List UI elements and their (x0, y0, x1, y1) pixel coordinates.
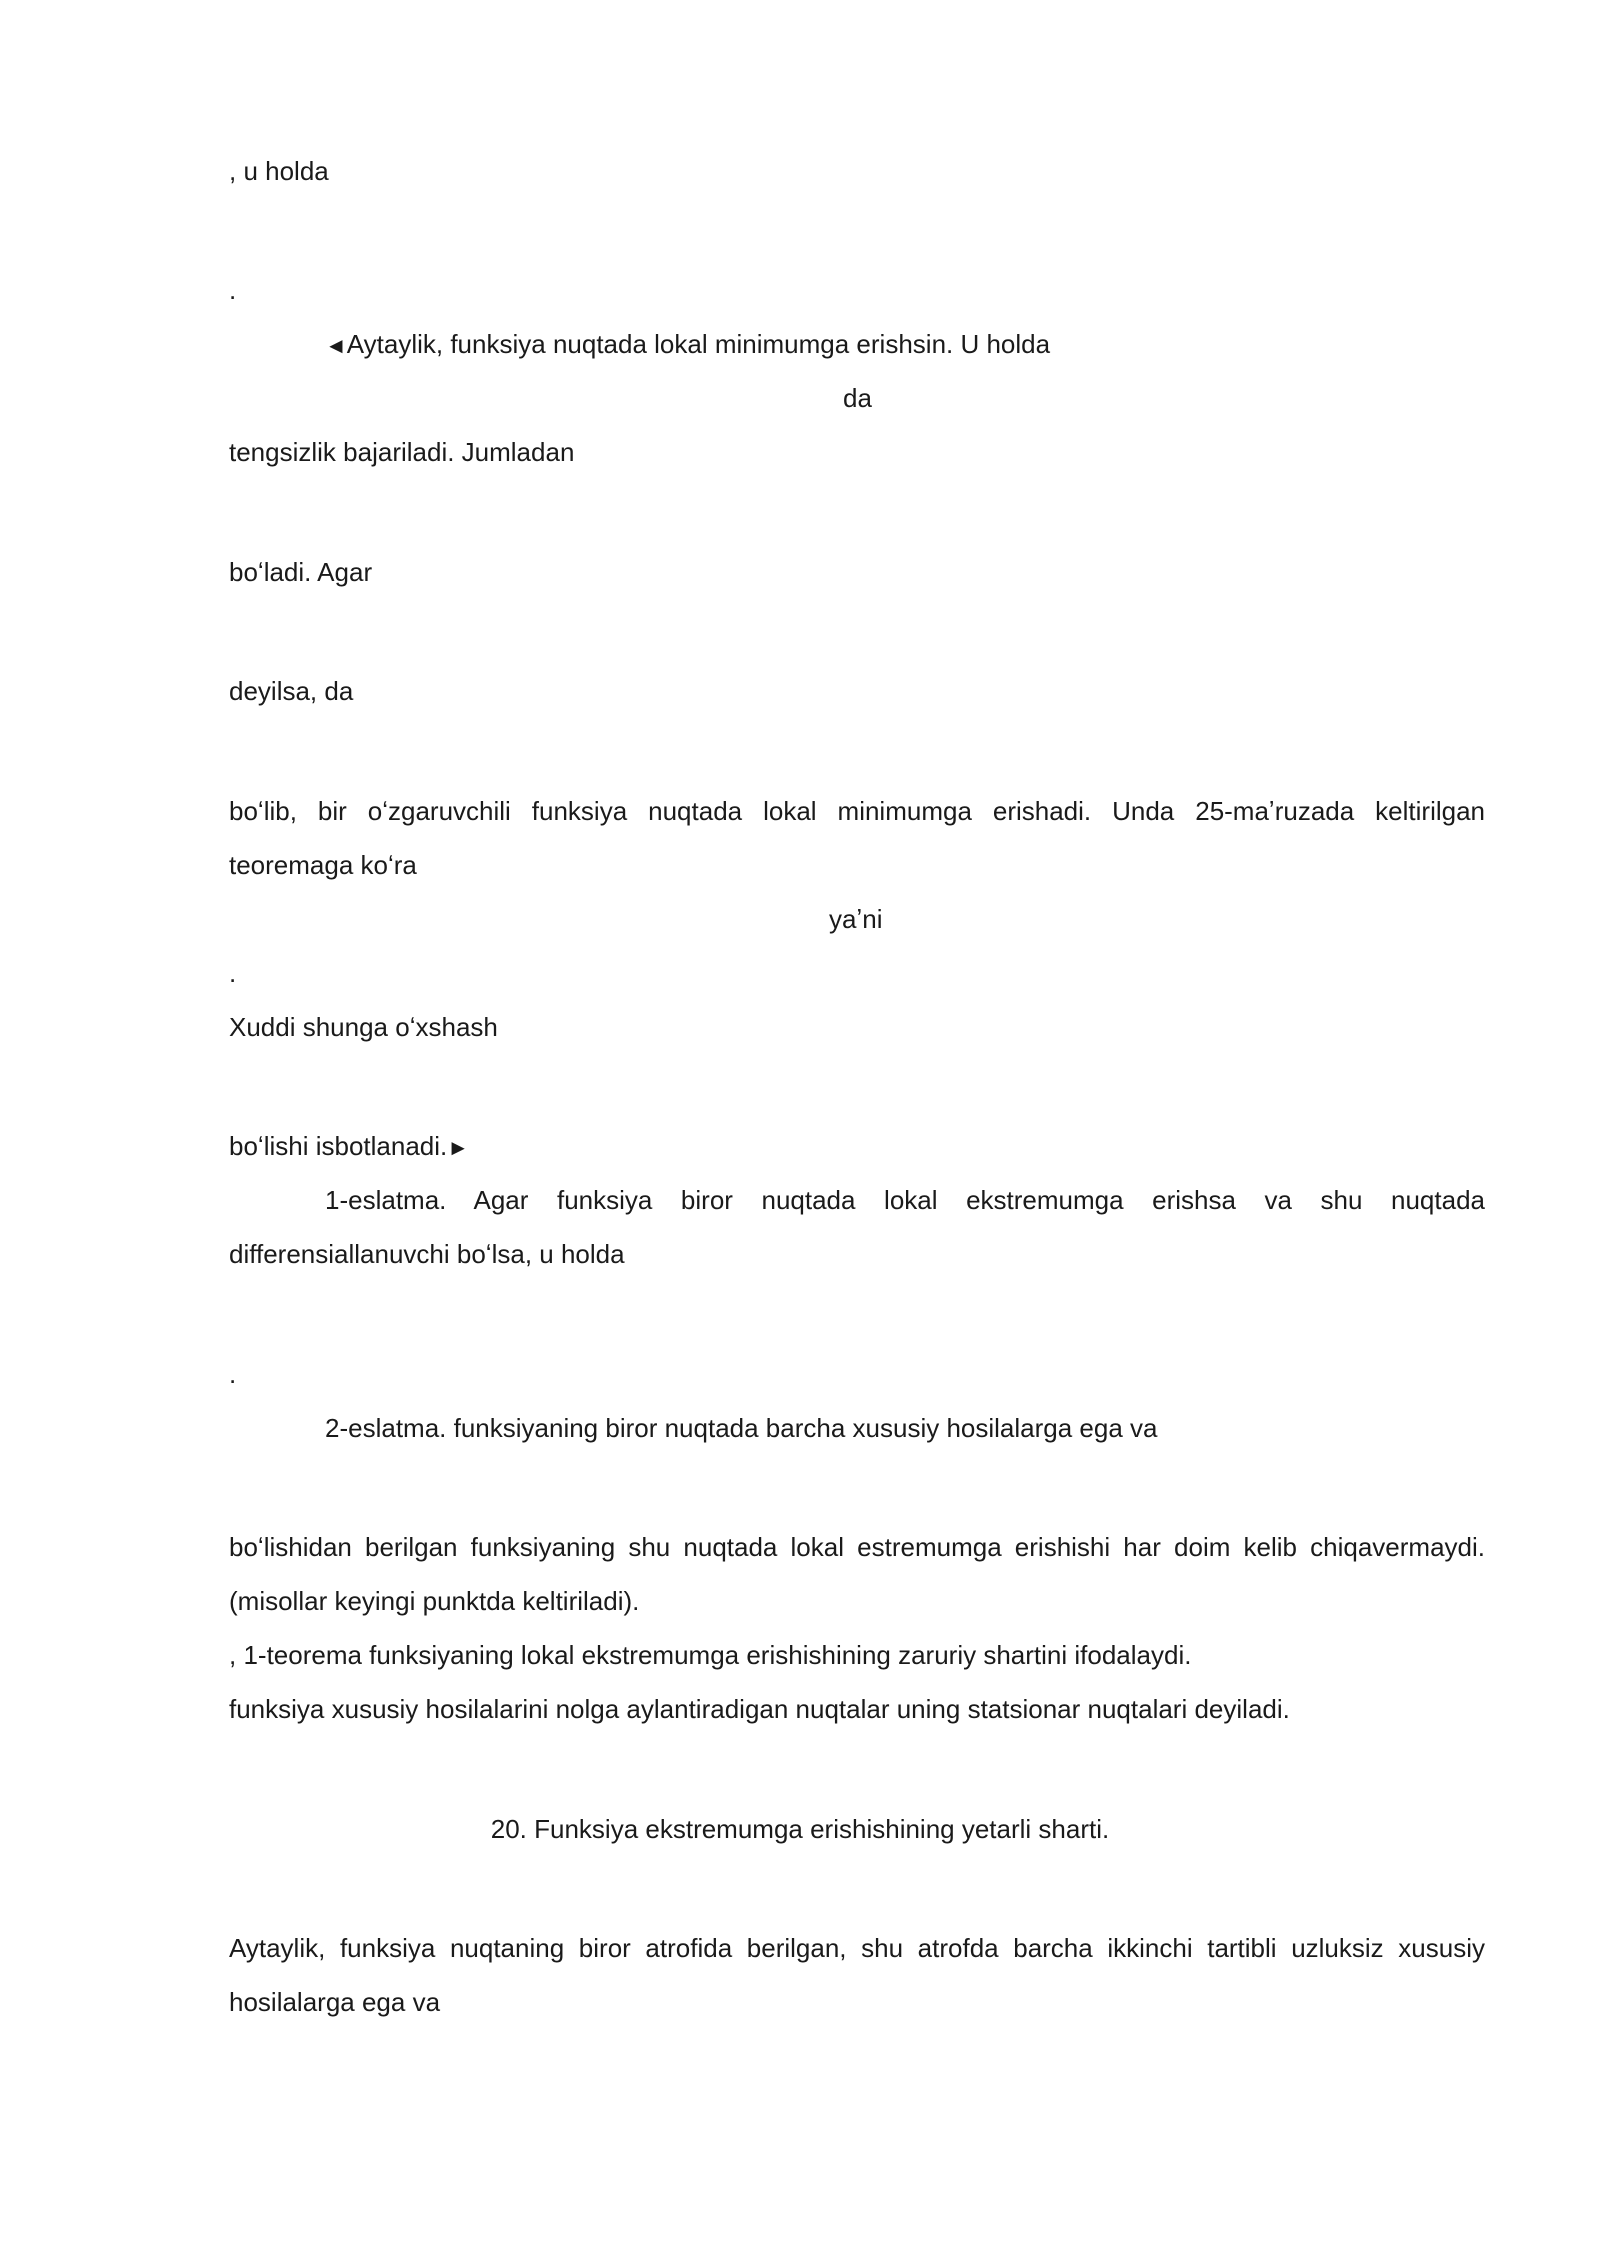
text-line: . (229, 275, 237, 305)
proof-start-line (325, 326, 1050, 364)
text-line: yaʼni (829, 904, 883, 934)
text-line: differensiallanuvchi boʻlsa, u holda (229, 1239, 625, 1269)
remark-2-line: 2-eslatma. funksiyaning biror nuqtada barcha xususiy hosilalarga ega va (325, 1413, 1158, 1443)
text-line: Aytaylik, funksiya nuqtada lokal minimumga erishsin. U holda (346, 329, 1051, 359)
text-line: da (843, 383, 872, 413)
proof-end-mark: ► (447, 1135, 470, 1160)
text-line: funksiya xususiy hosilalarini nolga aylantiradigan nuqtalar uning statsionar nuqtalari deyiladi. (229, 1694, 1290, 1724)
text-line: tengsizlik bajariladi. Jumladan (229, 437, 575, 467)
text-line: deyilsa, da (229, 676, 354, 706)
remark-1-line: 1-eslatma. Agar funksiya biror nuqtada lokal ekstremumga erishsa va shu nuqtada (325, 1185, 1485, 1215)
text-line: Aytaylik, funksiya nuqtaning biror atrofida berilgan, shu atrofda barcha ikkinchi tartibli uzluksiz xususiy (229, 1933, 1485, 1963)
text-line: , u holda (229, 156, 329, 186)
text-line: boʻlishi isbotlanadi. (229, 1131, 448, 1161)
text-line: boʻlib, bir oʻzgaruvchili funksiya nuqtada lokal minimumga erishadi. Unda 25-maʼruzada keltirilgan (229, 796, 1485, 826)
text-line: (misollar keyingi punktda keltiriladi). (229, 1586, 640, 1616)
section-heading: 20. Funksiya ekstremumga erishishining yetarli sharti. (490, 1814, 1110, 1844)
proof-start-mark: ◄ (325, 333, 347, 358)
text-line: , 1-teorema funksiyaning lokal ekstremumga erishishining zaruriy shartini ifodalaydi. (229, 1640, 1192, 1670)
text-line: boʻlishidan berilgan funksiyaning shu nuqtada lokal estremumga erishishi har doim kelib chiqavermaydi. (229, 1532, 1485, 1562)
text-line: . (229, 958, 237, 988)
text-line: teoremaga koʻra (229, 850, 417, 880)
text-line: . (229, 1359, 237, 1389)
text-line: Xuddi shunga oʻxshash (229, 1012, 498, 1042)
text-line: hosilalarga ega va (229, 1987, 441, 2017)
proof-end-line (229, 1128, 469, 1166)
text-line: boʻladi. Agar (229, 557, 373, 587)
